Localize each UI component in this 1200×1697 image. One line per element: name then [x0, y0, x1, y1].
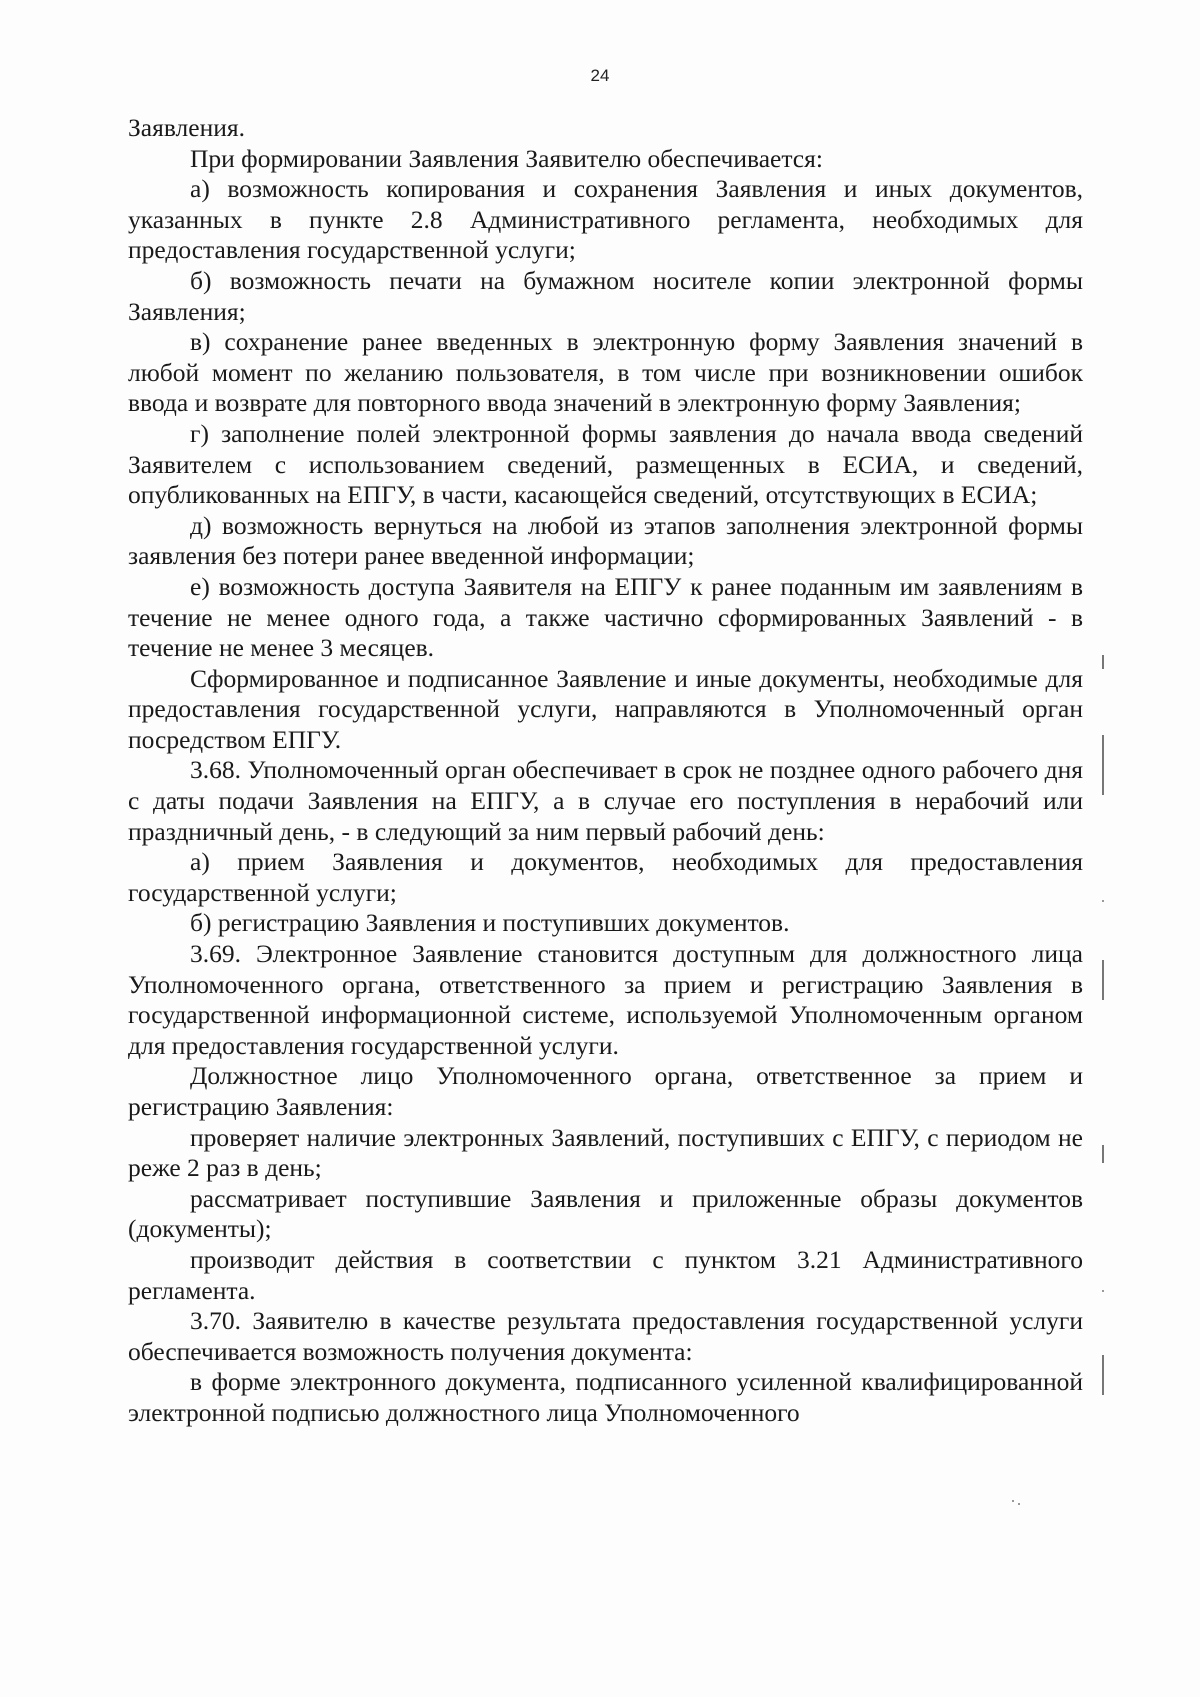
- list-item: рассматривает поступившие Заявления и приложенные образы документов (документы);: [128, 1183, 1083, 1244]
- scan-artifact: [1018, 1503, 1020, 1505]
- scan-artifact: [1102, 1355, 1104, 1395]
- list-item: б) возможность печати на бумажном носителе копии электронной формы Заявления;: [128, 265, 1083, 326]
- scan-artifact: [1102, 1290, 1104, 1292]
- paragraph: Заявления.: [128, 113, 245, 142]
- list-item: а) прием Заявления и документов, необходимых для предоставления государственной услуги;: [128, 847, 1083, 907]
- paragraph: При формировании Заявления Заявителю обеспечивается:: [190, 143, 823, 173]
- scan-artifact: [1102, 900, 1104, 902]
- section-3-68: 3.68. Уполномоченный орган обеспечивает в срок не позднее одного рабочего дня с даты подачи Заявления на ЕПГУ, а в случае его поступления в нерабочий или праздничный день, - в следующий за ним первый рабочий день:: [128, 755, 1083, 846]
- list-item: в форме электронного документа, подписанного усиленной квалифицированной электронной подписью должностного лица Уполномоченного: [128, 1367, 1083, 1427]
- scan-artifact: [1102, 960, 1104, 1000]
- list-item: г) заполнение полей электронной формы заявления до начала ввода сведений Заявителем с использованием сведений, размещенных в ЕСИА, и сведений, опубликованных на ЕПГУ, в части, касающейся сведений, отсутствующих в ЕСИА;: [128, 418, 1083, 510]
- list-item: е) возможность доступа Заявителя на ЕПГУ к ранее поданным им заявлениям в течение не менее одного года, а также частично сформированных Заявлений - в течение не менее 3 месяцев.: [128, 571, 1083, 663]
- paragraph: Должностное лицо Уполномоченного органа, ответственное за прием и регистрацию Заявления:: [128, 1061, 1083, 1121]
- paragraph: Сформированное и подписанное Заявление и иные документы, необходимые для предоставления государственной услуги, направляются в Уполномоченный орган посредством ЕПГУ.: [128, 663, 1083, 754]
- scan-artifact: [1102, 735, 1104, 795]
- scan-artifact: [1012, 1500, 1014, 1502]
- list-item: производит действия в соответствии с пунктом 3.21 Административного регламента.: [128, 1244, 1083, 1305]
- list-item: а) возможность копирования и сохранения Заявления и иных документов, указанных в пункте 2.8 Административного регламента, необходимых для предоставления государственной услуги;: [128, 174, 1083, 265]
- list-item: проверяет наличие электронных Заявлений, поступивших с ЕПГУ, с периодом не реже 2 раз в день;: [128, 1122, 1083, 1183]
- scan-artifact: [1102, 655, 1104, 669]
- scan-artifact: [1102, 1145, 1104, 1163]
- section-3-70: 3.70. Заявителю в качестве результата предоставления государственной услуги обеспечивается возможность получения документа:: [128, 1306, 1083, 1366]
- page-number: 24: [590, 66, 610, 85]
- list-item: в) сохранение ранее введенных в электронную форму Заявления значений в любой момент по желанию пользователя, в том числе при возникновении ошибок ввода и возврате для повторного ввода значений в электронную форму Заявления;: [128, 327, 1083, 418]
- list-item: б) регистрацию Заявления и поступивших документов.: [190, 908, 790, 938]
- document-body: [128, 113, 1083, 1429]
- list-item: д) возможность вернуться на любой из этапов заполнения электронной формы заявления без потери ранее введенной информации;: [128, 510, 1083, 571]
- section-3-69: 3.69. Электронное Заявление становится доступным для должностного лица Уполномоченного органа, ответственного за прием и регистрацию Заявления в государственной информационной системе, используемой Уполномоченным органом для предоставления государственной услуги.: [128, 939, 1083, 1060]
